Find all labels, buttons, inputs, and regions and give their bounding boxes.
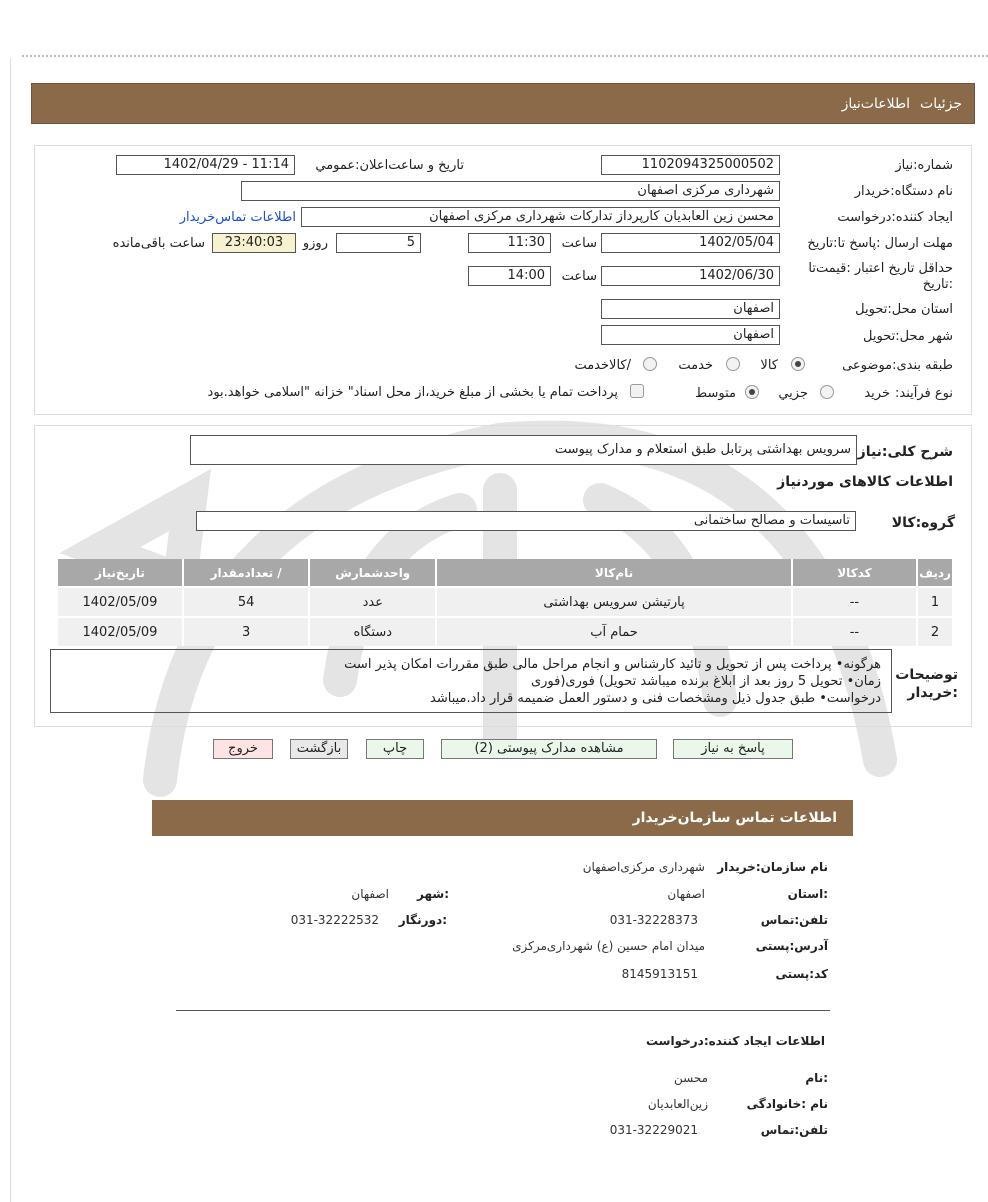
validity-date-field: 1402/06/30 xyxy=(601,266,780,286)
cell-row: 2 xyxy=(917,617,952,646)
buyer-contact-link[interactable]: اطلاعات تماس‌خریدار xyxy=(179,210,296,225)
days-label: روزو xyxy=(302,236,328,251)
province-field: اصفهان xyxy=(601,299,780,319)
col-name: نام‌کالا xyxy=(436,559,792,587)
contact-fax-value: 031-32222532 xyxy=(290,913,379,927)
buyer-note-line: درخواست• طبق جدول ذیل ومشخصات فنی و دستور العمل ضمیمه قرار داد.میباشد xyxy=(430,691,881,706)
contact-phone-label: تلفن:تماس xyxy=(760,913,828,927)
category-goods-label: کالا xyxy=(760,358,778,373)
creator-phone-label: تلفن:تماس xyxy=(760,1123,828,1137)
col-qty: / تعدادمقدار xyxy=(183,559,309,587)
contact-postal-value: 8145913151 xyxy=(621,967,698,981)
category-service-label: خدمت xyxy=(678,358,713,373)
deadline-date-field: 1402/05/04 xyxy=(601,233,780,253)
creator-field: محسن زین العابدیان کارپرداز تدارکات شهرداری مرکزی اصفهان xyxy=(301,207,780,227)
table-row xyxy=(57,587,952,617)
buyer-org-label: نام دستگاه:خریدار xyxy=(854,184,953,199)
creator-family-label: نام :خانوادگی xyxy=(746,1097,828,1111)
page-header-bar xyxy=(31,83,975,124)
group-label: گروه:کالا xyxy=(891,515,955,531)
process-minor-label: جزیي xyxy=(778,386,808,401)
treasury-payment-note: پرداخت تمام یا بخشی از مبلغ خرید،از محل اسناد" خزانه "اسلامی خواهد.بود xyxy=(207,385,618,400)
back-button[interactable]: بازگشت xyxy=(290,739,348,759)
reply-button[interactable]: پاسخ به نیاز xyxy=(673,739,793,759)
validity-label-line2: :تاریخ xyxy=(922,277,953,292)
left-rule xyxy=(10,58,11,1202)
deadline-time-field: 11:30 xyxy=(468,233,551,253)
buyer-notes-box xyxy=(50,649,892,713)
buyer-note-line: زمان• تحویل 5 روز بعد از ابلاغ برنده میباشد تحویل) فوری(فوری xyxy=(530,674,881,689)
city-label: شهر محل:تحویل xyxy=(863,329,953,344)
process-medium-radio[interactable] xyxy=(745,385,759,399)
process-label: نوع فرآیند: xyxy=(895,386,953,401)
goods-table xyxy=(56,559,952,646)
buyer-notes-label-line1: توضیحات xyxy=(895,667,958,683)
category-goods-service-label: /کالاخدمت xyxy=(574,358,631,373)
deadline-label: مهلت ارسال :پاسخ تا:تاریخ xyxy=(807,236,953,251)
col-unit: واحدشمارش xyxy=(309,559,436,587)
creator-family-value: زین‌العابدیان xyxy=(647,1097,708,1111)
cell-qty: 54 xyxy=(183,587,309,617)
buyer-notes-label-line2: :خریدار xyxy=(907,685,958,701)
top-dotted-rule xyxy=(22,55,988,57)
treasury-payment-checkbox[interactable] xyxy=(630,384,644,398)
cell-code: -- xyxy=(792,587,917,617)
contact-province-value: اصفهان xyxy=(667,887,705,901)
col-code: کدکالا xyxy=(792,559,917,587)
process-minor-radio[interactable] xyxy=(820,385,834,399)
contact-address-label: آدرس:پستی xyxy=(755,939,828,953)
contact-org-value: شهرداری مرکزی‌اصفهان xyxy=(582,860,705,874)
contact-fax-label: :دورنگار xyxy=(398,913,447,927)
view-attachments-button[interactable]: مشاهده مدارک پیوستی (2) xyxy=(441,739,657,759)
contact-header-bar xyxy=(152,800,853,836)
city-field: اصفهان xyxy=(601,325,780,345)
category-service-radio[interactable] xyxy=(726,357,740,371)
deadline-time-label: ساعت xyxy=(561,236,597,251)
general-desc-label: شرح کلی:نیاز xyxy=(857,444,953,460)
col-row: ردیف xyxy=(917,559,952,587)
creator-name-value: محسن xyxy=(673,1071,708,1085)
tab-need-info[interactable]: اطلاعات‌نیاز xyxy=(841,96,910,112)
cell-row: 1 xyxy=(917,587,952,617)
buyer-note-line: هرگونه• پرداخت پس از تحویل و تائید کارشناس و انجام مراحل مالی طبق مقررات امکان پذیر است xyxy=(344,657,881,672)
process-purchase-label: خرید xyxy=(864,386,890,401)
announce-label: تاریخ و ساعت‌اعلان:عمومي xyxy=(315,158,464,173)
days-field: 5 xyxy=(336,233,421,253)
cell-qty: 3 xyxy=(183,617,309,646)
table-row xyxy=(57,617,952,646)
cell-unit: عدد xyxy=(309,587,436,617)
cell-date: 1402/05/09 xyxy=(57,587,183,617)
creator-info-title: اطلاعات ایجاد کننده:درخواست xyxy=(645,1034,825,1048)
contact-phone-value: 031-32228373 xyxy=(609,913,698,927)
validity-time-label: ساعت xyxy=(561,269,597,284)
contact-postal-label: کد:پستی xyxy=(775,967,828,981)
cell-code: -- xyxy=(792,617,917,646)
process-medium-label: متوسط xyxy=(695,386,736,401)
validity-label-line1: حداقل تاریخ اعتبار :قیمت‌تا xyxy=(808,261,953,276)
need-number-label: شماره:نیاز xyxy=(895,158,953,173)
group-field: تاسیسات و مصالح ساختمانی xyxy=(196,511,856,531)
cell-unit: دستگاه xyxy=(309,617,436,646)
contact-title: اطلاعات تماس سازمان‌خریدار xyxy=(632,810,837,826)
announce-field: 1402/04/29 - 11:14 xyxy=(116,155,295,175)
buyer-org-field: شهرداری مرکزی اصفهان xyxy=(241,181,780,201)
section-divider xyxy=(176,1010,830,1011)
remaining-label: ساعت باقی‌مانده xyxy=(112,236,205,251)
need-number-field: 1102094325000502 xyxy=(601,155,780,175)
contact-province-label: :استان xyxy=(787,887,828,901)
category-goods-service-radio[interactable] xyxy=(643,357,657,371)
creator-phone-value: 031-32229021 xyxy=(609,1123,698,1137)
cell-date: 1402/05/09 xyxy=(57,617,183,646)
category-goods-radio[interactable] xyxy=(791,357,805,371)
goods-info-title: اطلاعات کالاهای موردنیاز xyxy=(777,474,953,490)
exit-button[interactable]: خروج xyxy=(213,739,273,759)
province-label: استان محل:تحویل xyxy=(855,302,953,317)
tab-details[interactable]: جزئیات xyxy=(920,96,962,112)
creator-name-label: :نام xyxy=(805,1071,828,1085)
category-label: طبقه بندی:موضوعی xyxy=(842,358,953,373)
contact-city-label: :شهر xyxy=(417,887,449,901)
cell-name: پارتیشن سرویس بهداشتی xyxy=(436,587,792,617)
general-desc-field: سرویس بهداشتی پرتابل طبق استعلام و مدارک پیوست xyxy=(190,435,857,465)
remaining-time-field: 23:40:03 xyxy=(212,233,296,253)
validity-time-field: 14:00 xyxy=(468,266,551,286)
col-date: تاریخ‌نیاز xyxy=(57,559,183,587)
contact-address-value: میدان امام حسین (ع) شهرداری‌مرکزی xyxy=(512,939,705,953)
creator-label: ایجاد کننده:درخواست xyxy=(837,210,953,225)
print-button[interactable]: چاپ xyxy=(366,739,424,759)
cell-name: حمام آب xyxy=(436,617,792,646)
contact-city-value: اصفهان xyxy=(351,887,389,901)
contact-org-label: نام سازمان:خریدار xyxy=(717,860,828,874)
